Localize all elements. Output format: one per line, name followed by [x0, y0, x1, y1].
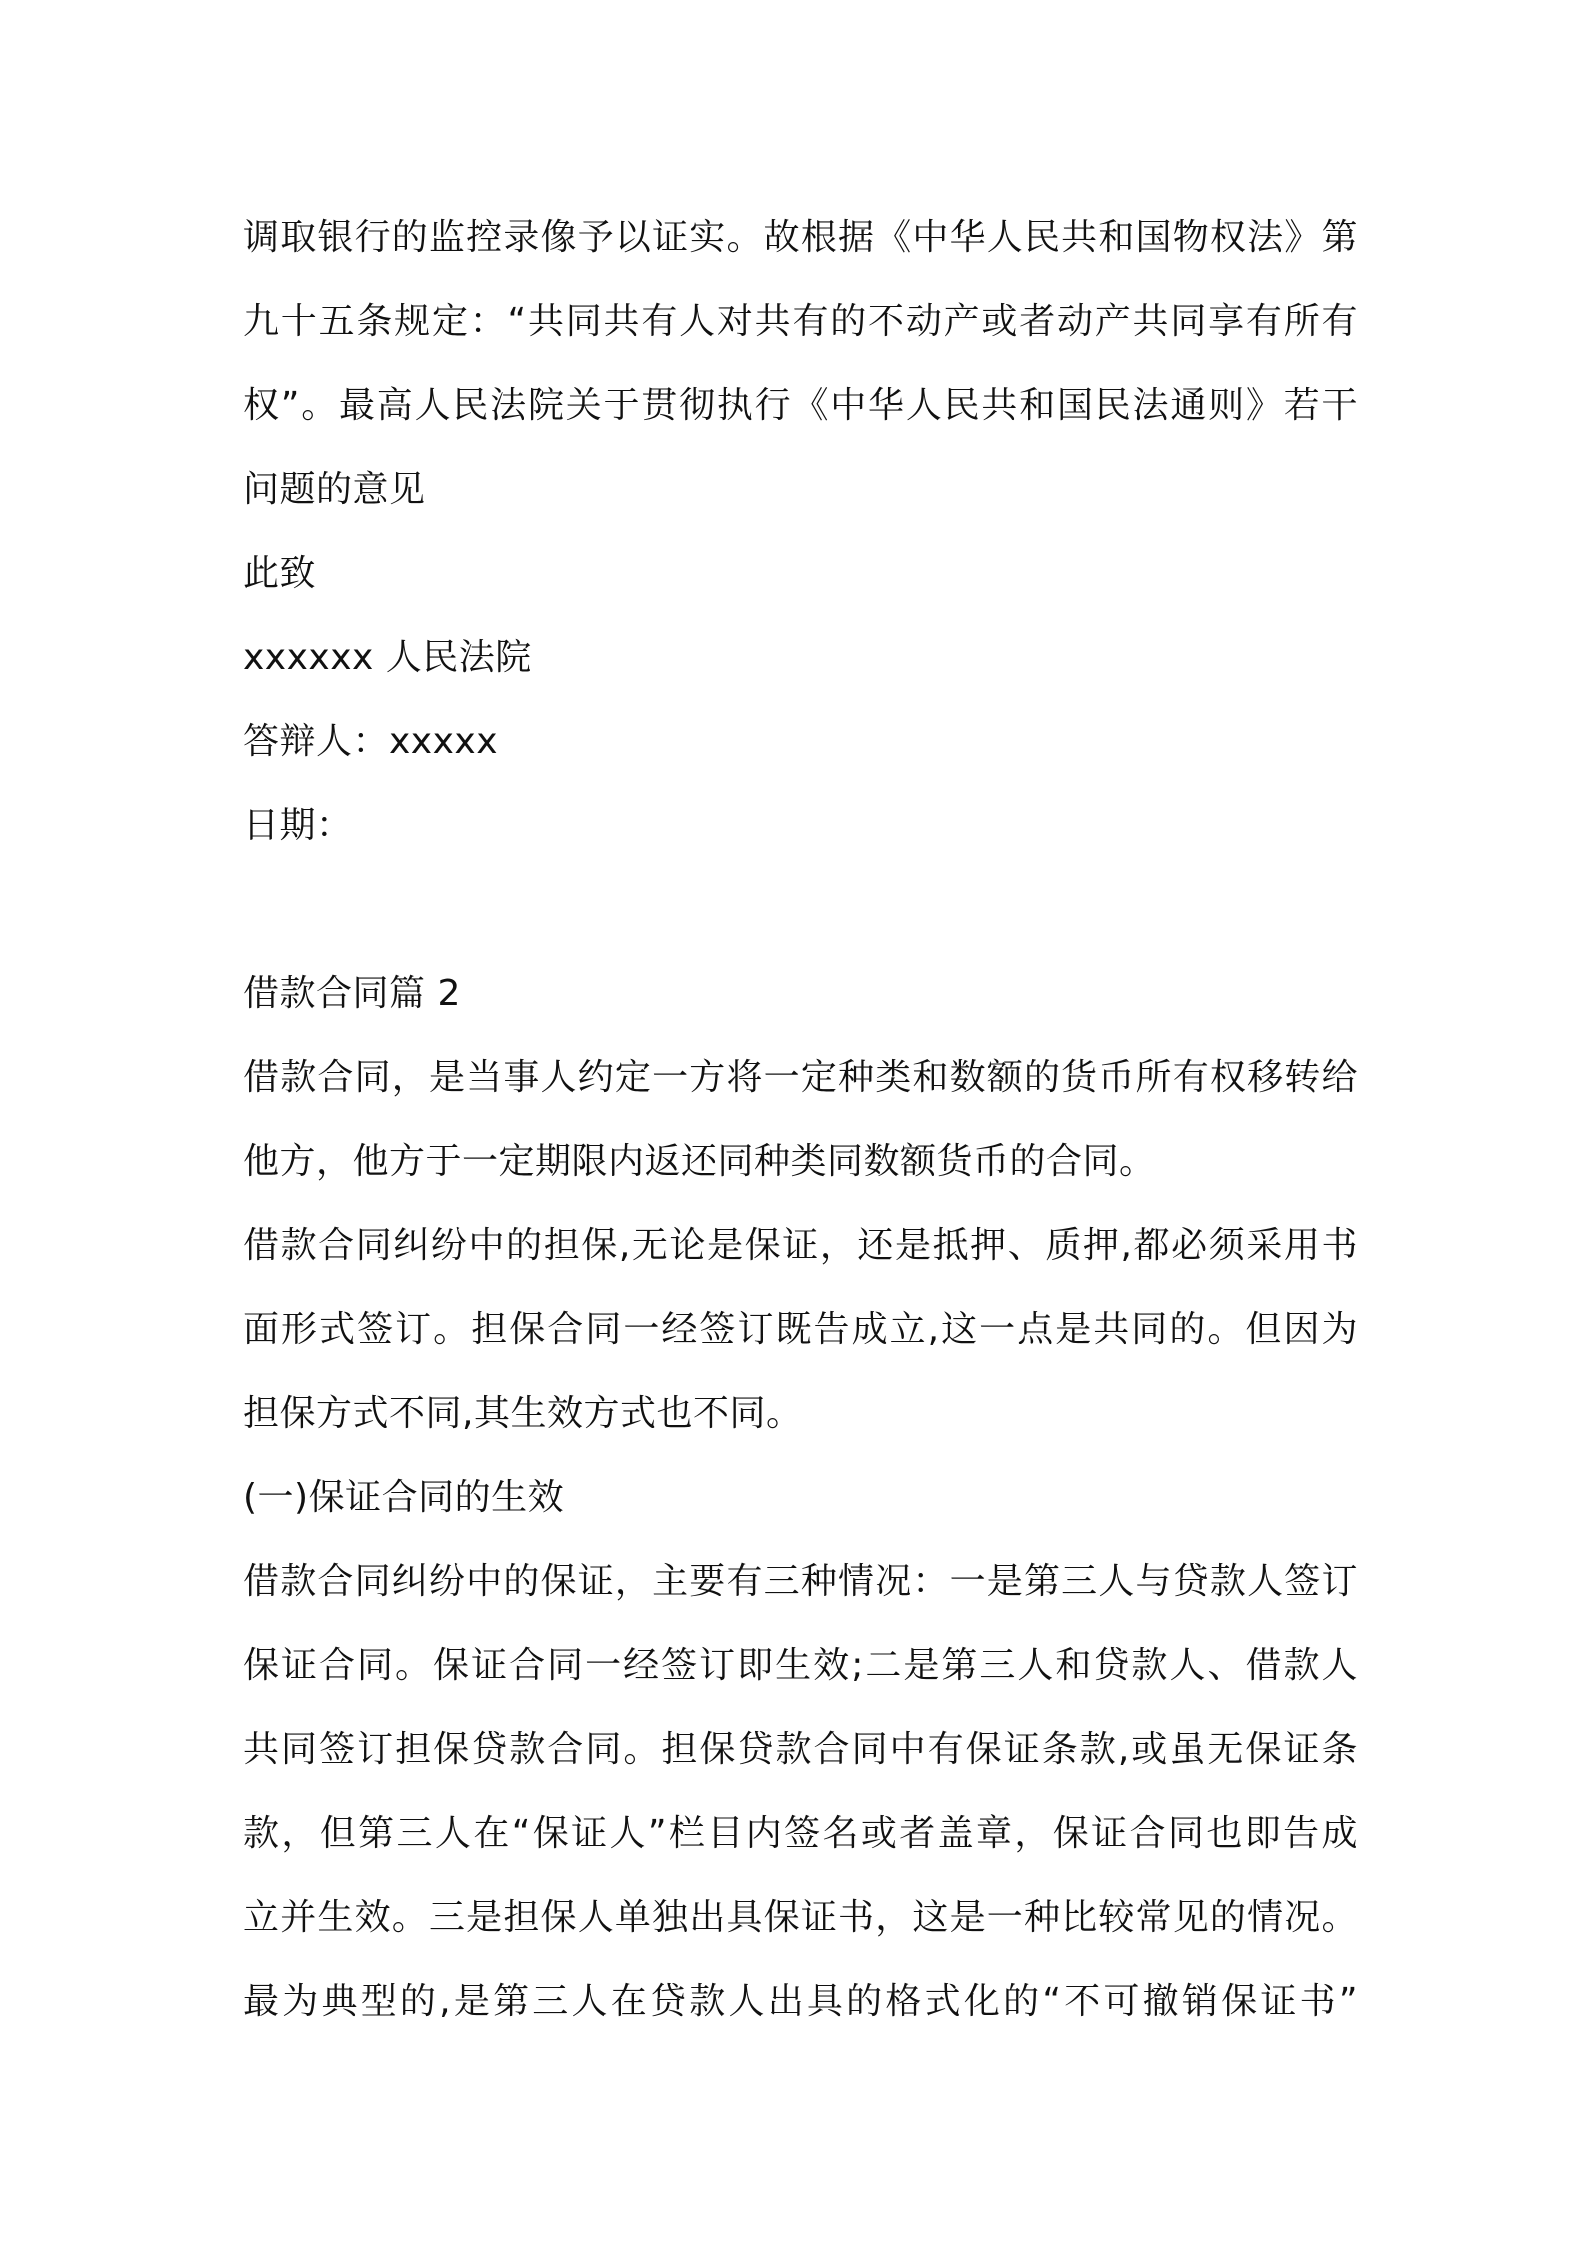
- body-line: 款，但第三人在“保证人”栏目内签名或者盖章，保证合同也即告成: [243, 1813, 1358, 1854]
- body-line: 问题的意见: [243, 469, 426, 510]
- closing-salutation: 此致: [243, 553, 317, 594]
- section-heading: 借款合同篇 2: [243, 973, 461, 1014]
- body-line: 借款合同纠纷中的保证，主要有三种情况：一是第三人与贷款人签订: [243, 1561, 1358, 1602]
- body-line: 面形式签订。担保合同一经签订既告成立,这一点是共同的。但因为: [243, 1309, 1358, 1350]
- body-line: 权”。最高人民法院关于贯彻执行《中华人民共和国民法通则》若干: [243, 385, 1358, 426]
- body-line: 立并生效。三是担保人单独出具保证书，这是一种比较常见的情况。: [243, 1897, 1358, 1938]
- body-line: 九十五条规定：“共同共有人对共有的不动产或者动产共同享有所有: [243, 301, 1358, 342]
- body-line: 借款合同纠纷中的担保,无论是保证，还是抵押、质押,都必须采用书: [243, 1225, 1358, 1266]
- body-line: 共同签订担保贷款合同。担保贷款合同中有保证条款,或虽无保证条: [243, 1729, 1358, 1770]
- document-page: [243, 196, 1358, 2044]
- body-line: 借款合同，是当事人约定一方将一定种类和数额的货币所有权移转给: [243, 1057, 1358, 1098]
- body-line: 最为典型的,是第三人在贷款人出具的格式化的“不可撤销保证书”: [243, 1981, 1358, 2022]
- body-line: 调取银行的监控录像予以证实。故根据《中华人民共和国物权法》第: [243, 217, 1358, 258]
- body-line: 保证合同。保证合同一经签订即生效;二是第三人和贷款人、借款人: [243, 1645, 1358, 1686]
- court-name: xxxxxx 人民法院: [243, 637, 532, 678]
- respondent-line: 答辩人：xxxxx: [243, 721, 499, 762]
- body-line: 他方，他方于一定期限内返还同种类同数额货币的合同。: [243, 1141, 1156, 1182]
- section-spacer: [243, 868, 1358, 952]
- date-line: 日期：: [243, 805, 353, 846]
- body-line: 担保方式不同,其生效方式也不同。: [243, 1393, 803, 1434]
- subsection-heading: (一)保证合同的生效: [243, 1477, 565, 1518]
